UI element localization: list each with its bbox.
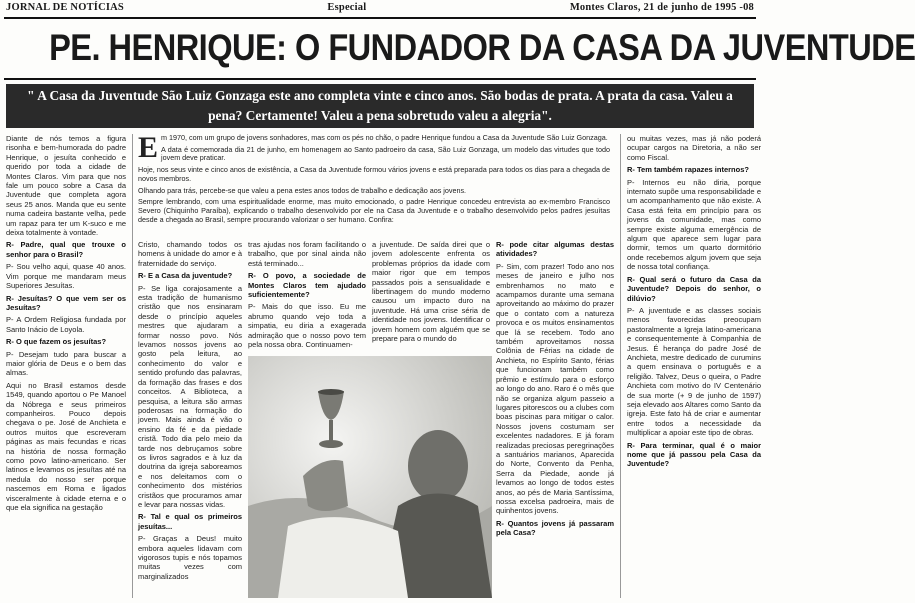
drop-cap: E (138, 131, 159, 164)
intro-paragraph: Sempre lembrando, com uma espiritualidade enorme, mas muito emocionado, o padre Henrique concedeu entrevista ao ex-membro Francisco Severo (Chiquinho Paraíba), explicando o trabalho desenvolvido por ele na Casa da Juventude e o trabalho desenvolvido pelos padres jesuítas desde a chegada ao Brasil, sempre procurando valorizar o ser humano. Confira: (138, 197, 610, 224)
column-5 (496, 240, 614, 598)
deck-quote: " A Casa da Juventude São Luiz Gonzaga este ano completa vinte e cinco anos. São bodas de prata. A prata da casa. Valeu a pena? Certamente! Valeu a pena sobretudo valeu a alegria". (6, 84, 754, 128)
column-6 (620, 134, 761, 598)
newspaper-name: JORNAL DE NOTÍCIAS (6, 2, 124, 13)
interview-answer: P- Graças a Deus! muito embora aqueles lidavam com vigorosos tupis e nós topamos muitas vezes com marginalizados (138, 534, 242, 581)
interview-answer: P- A Ordem Religiosa fundada por Santo Inácio de Loyola. (6, 315, 126, 334)
issue-date: Montes Claros, 21 de junho de 1995 -08 (569, 2, 754, 13)
interview-question: R- Padre, qual que trouxe o senhor para o Brasil? (6, 240, 126, 259)
interview-answer: ou muitas vezes, mas já não poderá ocupar cargos na Diretoria, a não ser como Fiscal. (627, 134, 761, 162)
interview-question: R- E a Casa da juventude? (138, 271, 233, 281)
intro-paragraph: A data é comemorada dia 21 de junho, em homenagem ao Santo padroeiro da casa, São Luiz Gonzaga, um modelo das virtudes que todo jovem deve praticar. (161, 144, 610, 163)
interview-question: R- O que fazem os jesuítas? (6, 337, 107, 347)
interview-question: R- pode citar algumas destas atividades? (496, 240, 614, 259)
interview-answer: a juventude. De saída direi que o jovem adolescente enfrenta os problemas próprios da idade com maior rigor que em tempos passados pois a sensualidade e libertinagem do mundo moderno causou um impacto duro na juventude. Há uma crise séria de identidade nos jovens. Identificar o jovem homem com alguém que se prepare para o mundo do (372, 240, 490, 344)
interview-question: R- Para terminar, qual é o maior nome que já passou pela Casa da Juventude? (627, 440, 761, 469)
interview-answer: P- Desejam tudo para buscar a maior glória de Deus e o bem das almas. (6, 349, 126, 378)
headline-rule (4, 78, 756, 80)
interview-question: R- Tem também rapazes internos? (627, 165, 749, 175)
header-rule (4, 17, 756, 19)
interview-question: R- O povo, a sociedade de Montes Claros tem ajudado suficientemente? (248, 271, 366, 300)
interview-question: R- Jesuítas? O que vem ser os Jesuítas? (6, 293, 126, 312)
interview-answer: P- Sou velho aqui, quase 40 anos. Vim porque me mandaram meus Superiores Jesuítas. (6, 262, 126, 291)
interview-answer: Diante de nós temos a figura risonha e bem-humorada do padre Henrique, o jesuíta conhecido e querido por toda a cidade de Montes Claros. Vim para que nos fale um pouco sobre a Casa da Juventude que completa agora seus 25 anos. Manda que eu sente numa cadeira bastante velha, pede um rapaz para ter um K-suco e me deixa totalmente à vontade. (6, 134, 126, 238)
interview-answer: tras ajudas nos foram facilitando o trabalho, que por sinal ainda não está terminado... (248, 240, 366, 268)
column-1 (6, 134, 133, 598)
interview-answer: P- Se liga corajosamente a esta tradição de humanismo cristão que nos ensinaram desde o princípio aqueles mestres que ajudaram a formar nosso povo. Nós levamos nossos jovens ao gosto pela leitura, ao conhecimento do valor e sentido profundo das palavras, da formação das frases e dos conceitos. A Biblioteca, a pesquisa, a leitura são armas poderosas na formação do jovem. Mais ainda é vão o ensino da fé e da piedade cristã. Todo dia pelo meio da tarde nos debruçamos sobre os livros sagrados e à luz da doutrina da igreja saboreamos e nos deleitamos com o conhecimento dos mistérios cristãos que procuramos amar e levar para nossas vidas. (138, 283, 242, 509)
photo-illustration (248, 356, 492, 598)
interview-answer: P- A juventude e as classes sociais menos favorecidas preocupam pastoralmente a Igreja latino-americana e consequentemente à Companhia de Jesus. É herança do padre José de Anchieta, mestre dedicado de curumins a quem ensinava o português e a religião. Talvez, Deus o queira, o Padre Anchieta com motivo do IV Centenário de sua morte (+ 9 de junho de 1597) seja elevado aos Altares como Santo da igreja. Este fato há de criar e aumentar entre todos a necessidade da multiplicar a apoiar este tipo de obras. (627, 305, 761, 438)
column-2 (138, 240, 242, 598)
section-name: Especial (327, 2, 367, 13)
column-4 (372, 240, 490, 352)
interview-question: R- Qual será o futuro da Casa da Juventude? Depois do senhor, o dilúvio? (627, 274, 761, 303)
intro-text (138, 131, 610, 238)
intro-text-1: m 1970, com um grupo de jovens sonhadores, mas com os pés no chão, o padre Henrique fundou a Casa da Juventude São Luiz Gonzaga. (161, 133, 608, 142)
interview-answer: P- Mais do que isso. Eu me abrumo quando vejo toda a simpatia, eu diria a exagerada admiração que o nosso povo tem pela nossa obra. Continuamen- (248, 302, 366, 350)
interview-answer: Cristo, chamando todos os homens à unidade do amor e à fraternidade do serviço. (138, 240, 242, 268)
interview-question: R- Tal e qual os primeiros jesuítas... (138, 512, 242, 531)
intro-paragraph: Hoje, nos seus vinte e cinco anos de existência, a Casa da Juventude formou vários jovens e está preparada para todos os dias para a chegada de novos membros. (138, 165, 610, 183)
interview-question: R- Quantos jovens já passaram pela Casa? (496, 518, 614, 538)
running-header (6, 2, 754, 16)
intro-paragraph: Olhando para trás, percebe-se que valeu a pena estes anos todos de trabalho e dedicação aos jovens. (138, 185, 467, 195)
interview-answer: P- Sim, com prazer! Todo ano nos meses de janeiro e julho nos embrenhamos no mato e acampamos durante uma semana aproveitando ao máximo do prazer que o contato com a natureza provoca e os muitos ensinamentos que lá se recebem. Todo ano também aproveitamos nossa Colônia de Férias na cidade de Anchieta, no Espírito Santo, férias que funcionam também como prêmio e estímulo para o esforço ao longo do ano. Raro é o mês que não se organiza algum passeio a lugares pitorescos ou a clubes com boas piscinas para mitigar o calor. Nossos jovens costumam ser excelentes nadadores. E já foram realizadas preciosas peregrinações a santuários marianos, Aparecida do Norte, Convento da Penha, Serra da Piedade, aonde já levamos ao longo de todos estes anos, ao pés de Maria Santíssima, nossa excelsa padroeira, mais de quinhentos jovens. (496, 261, 614, 516)
interview-answer: P- Internos eu não diria, porque internato supõe uma responsabilidade e um acompanhamento que não existe. A Casa está feita em princípio para os jovens da comunidade, mas como sempre existe alguma emergência de algum que aparece sem lugar para dormir, temos um quarto dormitório onde recebemos algum jovem que seja de nossa total confiança. (627, 177, 761, 272)
headline: PE. HENRIQUE: O FUNDADOR DA CASA DA JUVENTUDE (49, 27, 915, 68)
interview-answer: Aqui no Brasil estamos desde 1549, quando aportou o Pe Manoel da Nóbrega e seus primeiros companheiros. Pouco depois chegava o pe. José de Anchieta e outros muitos que escreveram páginas as mais fecundas e ricas na história de nossa formação como povo latino-americano. Ser latinos e levamos os jesuítas até na medula do nosso ser porque nascemos em Roma e ligados visceralmente à cidade eterna e o que ela significa na gestação (6, 380, 126, 513)
photo-priest-chalice (248, 356, 492, 598)
column-3 (248, 240, 366, 352)
